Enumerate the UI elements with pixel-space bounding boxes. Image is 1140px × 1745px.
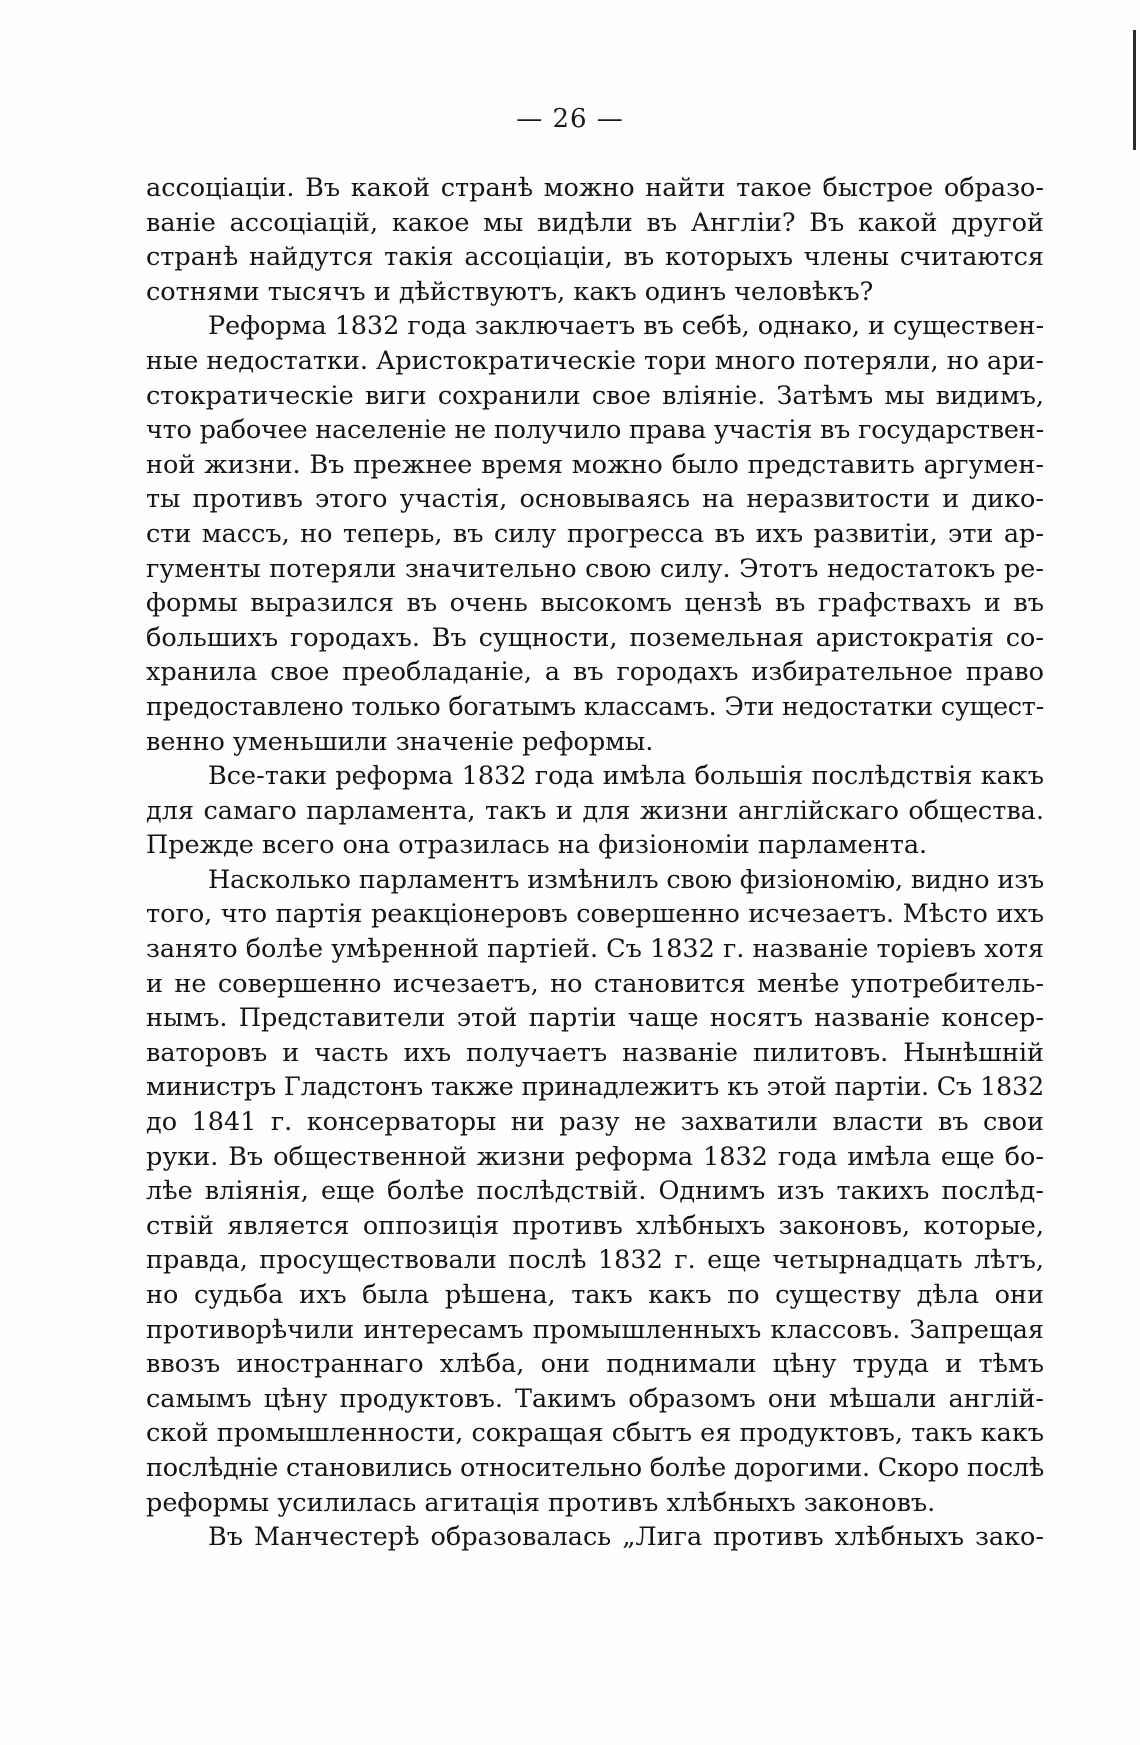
text-line: венно уменьшили значеніе реформы. [146, 726, 654, 757]
text-line: ваніе ассоціацій, какое мы видѣли въ Англіи? Въ какой другой [146, 207, 1044, 238]
text-line: гументы потеряли значительно свою силу. Этотъ недостатокъ ре- [146, 553, 1044, 584]
text-line: послѣдніе становились относительно болѣе дорогими. Скоро послѣ [146, 1452, 1044, 1483]
text-line: ской промышленности, сокращая сбытъ ея продуктовъ, такъ какъ [146, 1418, 1044, 1449]
text-line: ные недостатки. Аристократическіе тори много потеряли, но ари- [146, 345, 1044, 376]
text-line: руки. Въ общественной жизни реформа 1832 года имѣла еще бо- [146, 1141, 1044, 1172]
text-line: ствій является оппозиція противъ хлѣбныхъ законовъ, которые, [146, 1210, 1044, 1241]
text-line: ваторовъ и часть ихъ получаетъ названіе пилитовъ. Нынѣшній [146, 1037, 1044, 1068]
text-line: противорѣчили интересамъ промышленныхъ классовъ. Запрещая [146, 1314, 1044, 1345]
text-line: Реформа 1832 года заключаетъ въ себѣ, однако, и существен- [208, 311, 1044, 342]
text-line: Въ Манчестерѣ образовалась „Лига противъ хлѣбныхъ зако- [208, 1522, 1044, 1553]
text-line: того, что партія реакціонеровъ совершенно исчезаетъ. Мѣсто ихъ [146, 899, 1044, 930]
text-line: ной жизни. Въ прежнее время можно было представить аргумен- [146, 449, 1044, 480]
text-line: сотнями тысячъ и дѣйствуютъ, какъ одинъ человѣкъ? [146, 276, 874, 307]
page-number: — 26 — [516, 104, 624, 134]
text-line: ассоціаціи. Въ какой странѣ можно найти такое быстрое образо- [146, 173, 1044, 203]
text-line: Все-таки реформа 1832 года имѣла большія послѣдствія какъ [208, 761, 1044, 792]
text-line: самымъ цѣну продуктовъ. Такимъ образомъ они мѣшали англій- [146, 1383, 1044, 1414]
text-line: реформы усилилась агитація противъ хлѣбныхъ законовъ. [146, 1487, 936, 1518]
text-line: но судьба ихъ была рѣшена, такъ какъ по существу дѣла они [146, 1280, 1044, 1310]
text-line: хранила свое преобладаніе, а въ городахъ избирательное право [146, 657, 1044, 688]
text-line: занято болѣе умѣренной партіей. Съ 1832 г. названіе торіевъ хотя [146, 934, 1044, 965]
text-line: и не совершенно исчезаетъ, но становится менѣе употребитель- [146, 968, 1044, 999]
text-line: для самаго парламента, такъ и для жизни англійскаго общества. [146, 795, 1044, 826]
text-line: Насколько парламентъ измѣнилъ свою физіономію, видно изъ [208, 864, 1044, 895]
text-line: Прежде всего она отразилась на физіономіи парламента. [146, 830, 928, 861]
body-text [146, 171, 1044, 1555]
text-line: ты противъ этого участія, основываясь на неразвитости и дико- [146, 484, 1044, 515]
text-line: правда, просуществовали послѣ 1832 г. еще четырнадцать лѣтъ, [146, 1245, 1044, 1276]
text-line: министръ Гладстонъ также принадлежитъ къ этой партіи. Съ 1832 [146, 1072, 1044, 1103]
text-line: предоставлено только богатымъ классамъ. Эти недостатки сущест- [146, 691, 1044, 722]
text-line: что рабочее населеніе не получило права участія въ государствен- [146, 415, 1044, 446]
text-line: формы выразился въ очень высокомъ цензѣ въ графствахъ и въ [146, 588, 1044, 619]
text-line: сти массъ, но теперь, въ силу прогресса въ ихъ развитіи, эти ар- [146, 518, 1044, 549]
text-line: большихъ городахъ. Въ сущности, поземельная аристократія со- [146, 622, 1044, 653]
text-line: лѣе вліянія, еще болѣе послѣдствій. Однимъ изъ такихъ послѣд- [146, 1176, 1044, 1207]
text-line: странѣ найдутся такія ассоціаціи, въ которыхъ члены считаются [146, 242, 1044, 273]
text-line: ввозъ иностраннаго хлѣба, они поднимали цѣну труда и тѣмъ [146, 1349, 1044, 1380]
text-line: стократическіе виги сохранили свое вліяніе. Затѣмъ мы видимъ, [146, 380, 1044, 411]
text-line: до 1841 г. консерваторы ни разу не захватили власти въ свои [146, 1107, 1044, 1138]
text-line: нымъ. Представители этой партіи чаще носятъ названіе консер- [146, 1003, 1044, 1034]
